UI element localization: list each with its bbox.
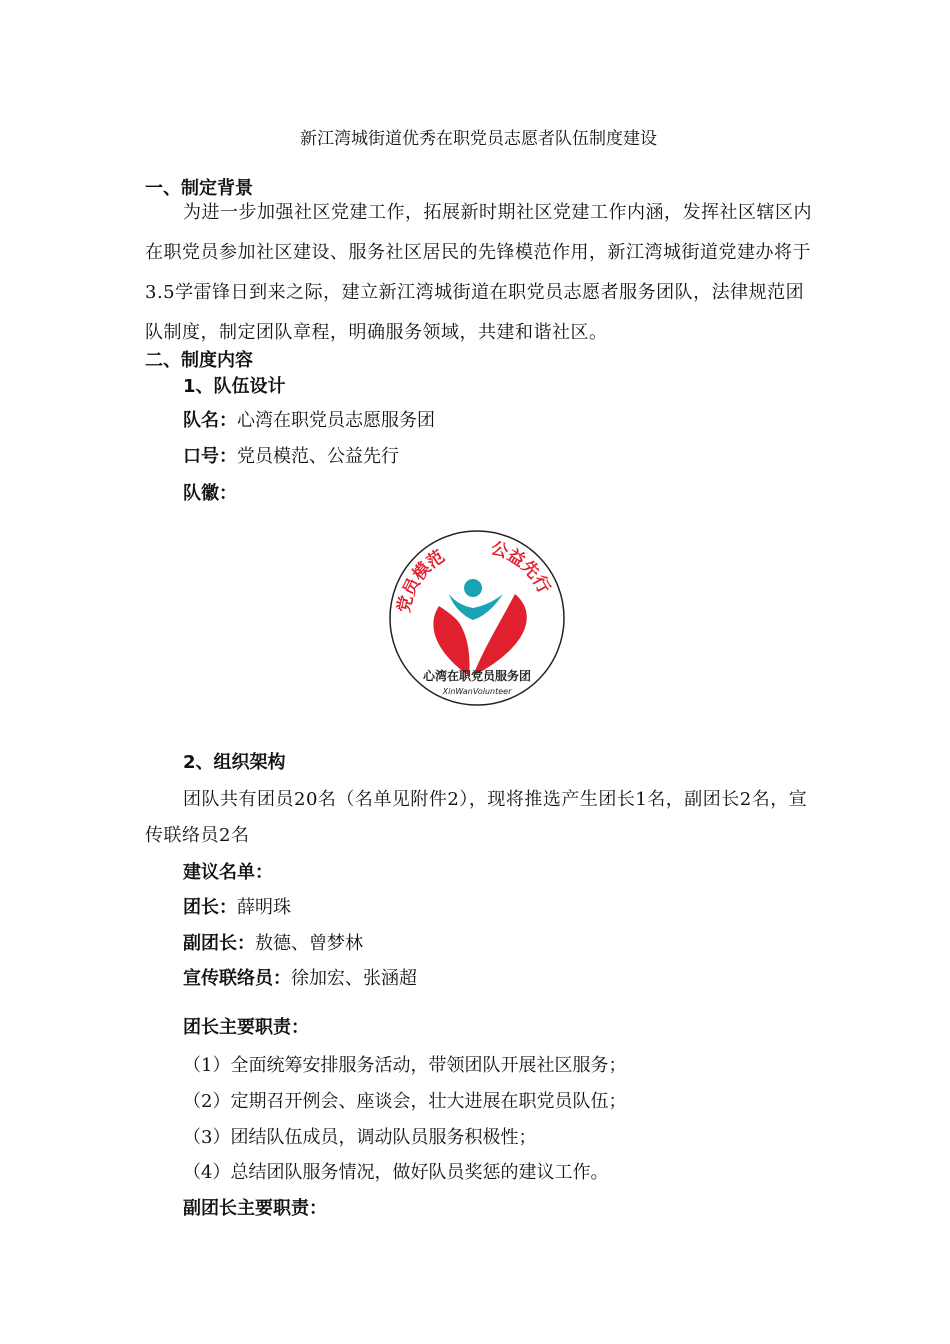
slogan-label: 口号：: [183, 446, 237, 467]
leader-duty-item: （3）团结队伍成员，调动队员服务积极性；: [183, 1127, 537, 1148]
sub2-heading: 2、组织架构: [183, 752, 286, 773]
liaison-label: 宣传联络员：: [183, 968, 291, 989]
vice-line: [183, 933, 363, 955]
liaison-value: 徐加宏、张涵超: [291, 968, 417, 989]
leader-duty-item: （1）全面统筹安排服务活动，带领团队开展社区服务；: [183, 1055, 627, 1076]
org-body: 团队共有团员20名（名单见附件2），现将推选产生团长1名，副团长2名，宣传联络员2名: [145, 789, 808, 846]
suggest-label: 建议名单：: [183, 862, 273, 883]
leader-line: [183, 897, 291, 919]
document-title: 新江湾城街道优秀在职党员志愿者队伍制度建设: [300, 129, 657, 149]
leader-duty-item: （2）定期召开例会、座谈会，壮大进展在职党员队伍；: [183, 1091, 627, 1112]
sub1-heading: 1、队伍设计: [183, 376, 286, 397]
vice-duties-heading: 副团长主要职责：: [183, 1198, 327, 1219]
vice-value: 敖德、曾梦林: [255, 933, 363, 954]
emblem-head-icon: [464, 579, 482, 597]
liaison-line: [183, 968, 417, 990]
leader-duties-heading: 团长主要职责：: [183, 1017, 309, 1038]
emblem-name-cn: 心湾在职党员服务团: [422, 669, 532, 683]
team-emblem: [387, 528, 567, 708]
section1-heading: 一、制定背景: [145, 178, 253, 199]
team-name-label: 队名：: [183, 410, 237, 431]
leader-duty-item: （4）总结团队服务情况，做好队员奖惩的建议工作。: [183, 1162, 609, 1183]
team-name-line: [183, 410, 435, 432]
emblem-arc-right: 公益先行: [488, 538, 554, 597]
team-name-value: 心湾在职党员志愿服务团: [237, 410, 435, 431]
emblem-arc-left: 党员模范: [394, 546, 449, 615]
emblem-name-en: XinWanVolunteer: [442, 687, 512, 696]
leader-label: 团长：: [183, 897, 237, 918]
leader-value: 薛明珠: [237, 897, 291, 918]
slogan-value: 党员模范、公益先行: [237, 446, 399, 467]
vice-label: 副团长：: [183, 933, 255, 954]
slogan-line: [183, 446, 399, 468]
section1-body: 为进一步加强社区党建工作，拓展新时期社区党建工作内涵，发挥社区辖区内在职党员参加社区建设、服务社区居民的先锋模范作用，新江湾城街道党建办将于3.5学雷锋日到来之际，建立新江湾城街道在职党员志愿者服务团队，法律规范团队制度，制定团队章程，明确服务领域，共建和谐社区。: [145, 202, 812, 343]
badge-label: 队徽：: [183, 483, 237, 504]
section2-heading: 二、制度内容: [145, 350, 253, 371]
